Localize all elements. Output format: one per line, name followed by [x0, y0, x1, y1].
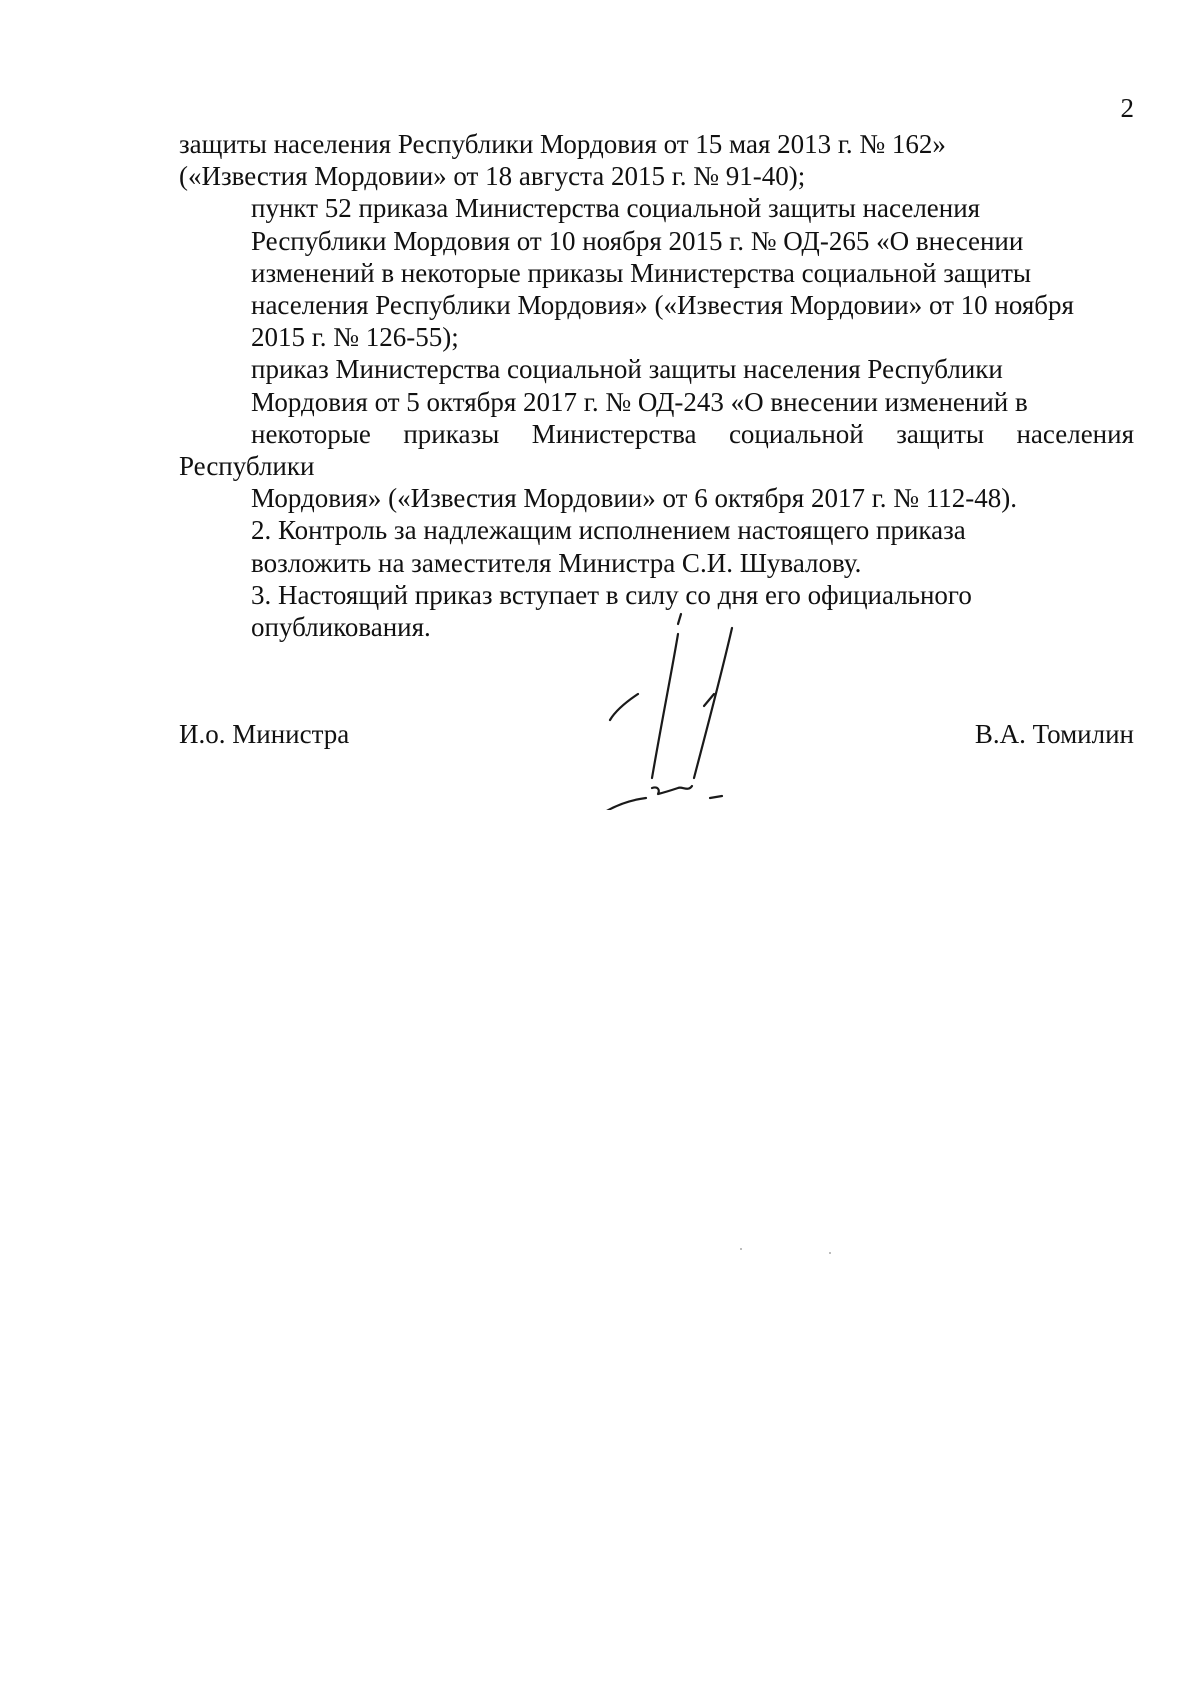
text-line: Республики Мордовия от 10 ноября 2015 г. № ОД-265 «О внесении: [251, 225, 1024, 256]
text-line: возложить на заместителя Министра С.И. Шувалову.: [251, 547, 862, 578]
text-line: некоторые приказы Министерства социальной защиты населения Республики: [179, 418, 1134, 482]
paragraph-control-clause: [179, 514, 1134, 578]
text-line: Мордовия от 5 октября 2017 г. № ОД-243 «О внесении изменений в: [251, 386, 1028, 417]
text-line: приказ Министерства социальной защиты населения Республики: [251, 354, 1003, 385]
handwritten-signature: [580, 610, 740, 810]
text-line: («Известия Мордовии» от 18 августа 2015 г. № 91-40);: [179, 161, 806, 192]
text-line: изменений в некоторые приказы Министерства социальной защиты: [251, 257, 1032, 288]
scan-speck: [829, 1252, 831, 1254]
paragraph-list-item-1: [179, 128, 1134, 192]
text-line: опубликования.: [251, 612, 431, 643]
text-line: защиты населения Республики Мордовия от 15 мая 2013 г. № 162»: [179, 129, 946, 159]
text-line: 2. Контроль за надлежащим исполнением настоящего приказа: [251, 515, 966, 546]
text-line: пункт 52 приказа Министерства социальной защиты населения: [251, 193, 981, 224]
scan-speck: [740, 1248, 742, 1250]
document-body: [179, 128, 1134, 643]
text-line: населения Республики Мордовия» («Известия Мордовии» от 10 ноября: [251, 290, 1074, 321]
text-line: 3. Настоящий приказ вступает в силу со дня его официального: [251, 579, 972, 610]
text-line: 2015 г. № 126-55);: [251, 322, 459, 353]
paragraph-list-item-3: [179, 353, 1134, 514]
signer-position: И.о. Министра: [179, 719, 350, 749]
paragraph-list-item-2: [179, 192, 1134, 353]
page-number: 2: [1120, 93, 1134, 123]
text-line: Мордовия» («Известия Мордовии» от 6 октября 2017 г. № 112-48).: [251, 483, 1017, 514]
signer-name: В.А. Томилин: [974, 719, 1134, 749]
